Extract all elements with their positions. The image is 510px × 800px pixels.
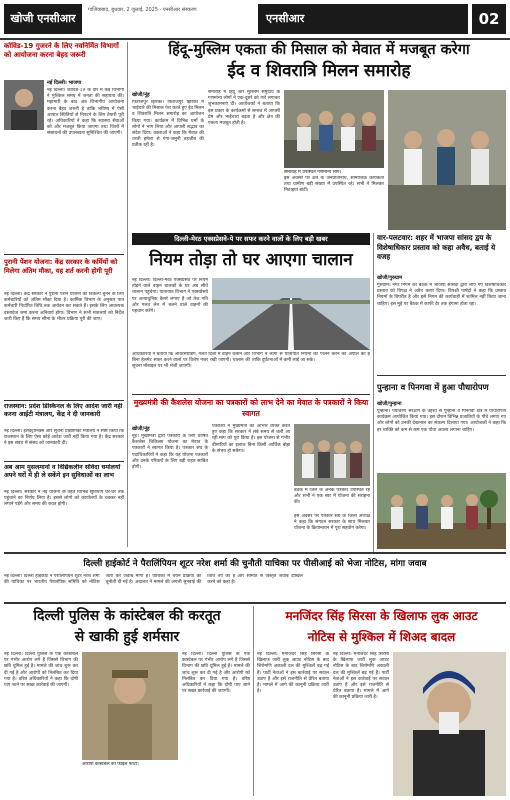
traffic-body-a: नई दिल्ली। दिल्ली-मेरठ एक्सप्रेसवे पर नियम तोड़ने वाले वाहन चालकों के घर अब सीधे चालान पहुंचेगा। यातायात विभाग ने एक्सप्रेसवे पर अत्याधुनिक कैमरे लगाए हैं जो तेज गति और गलत लेन में चलने वाले वाहनों की पहचान करेंगे। bbox=[132, 278, 208, 315]
section-rule bbox=[4, 254, 124, 255]
punhana-headline: पुन्हाना व पिनगवा में हुआ पौधारोपण bbox=[377, 382, 489, 392]
masthead bbox=[0, 0, 510, 40]
main-headline-block bbox=[132, 40, 506, 86]
facilities-body: नई दिल्ली। सरकार ने नई योजना के तहत विभिन्न सुविधाएं घर-घर तक पहुंचाने का निर्णय लिया है। इससे लोगों को कार्यालयों के चक्कर नहीं लगाने पड़ेंगे और समय की बचत होगी। bbox=[4, 490, 124, 508]
police-caption: आरोपी कांस्टेबल की फाइल फोटो। bbox=[82, 762, 139, 767]
portrait-image bbox=[4, 80, 44, 130]
traffic-body-c: विभाग ने लोगों से यातायात नियमों का पालन करने की अपील की है ताकि दुर्घटनाओं में कमी लाई जा सके। bbox=[252, 352, 370, 364]
main-headline-2: ईद व शिवरात्रि मिलन समारोह bbox=[227, 61, 411, 81]
story-pension bbox=[4, 258, 124, 398]
sirsa-col-1 bbox=[257, 652, 329, 796]
story-rajasthan bbox=[4, 403, 124, 459]
bjp-byline: खोजी/गुरुग्राम bbox=[377, 275, 403, 281]
expressway-band: दिल्ली-मेरठ एक्सप्रेसवे-पे पर सफर करने वालों के लिए बड़ी खबर bbox=[132, 233, 370, 245]
sirsa-photo bbox=[393, 652, 506, 796]
cm-photo bbox=[294, 424, 370, 486]
plantation-photo bbox=[377, 473, 506, 549]
facilities-headline: अब आम मुसलमानों व विद्यिकलीन संविदा धर्मालयों अपने घरों में ही ले सकेंगे इन सुविधाओं का लाभ bbox=[4, 464, 121, 480]
traffic-col-3 bbox=[252, 352, 370, 392]
sirsa-body: नई दिल्ली। मनजिंदर सिंह सिरसा के खिलाफ जारी लुक आउट नोटिस के बाद शिरोमणि अकाली दल की मुश्किलें बढ़ गई हैं। पार्टी नेताओं ने इस कार्रवाई पर सवाल उठाए हैं और इसे राजनीति से प्रेरित बताया है। मामले में आगे की कानूनी प्रक्रिया जारी है। bbox=[257, 652, 329, 695]
punhana-text bbox=[377, 399, 506, 471]
traffic-headline-block bbox=[132, 247, 370, 277]
side-photo-image bbox=[388, 90, 506, 230]
punhana-byline: खोजी/पुन्हाना bbox=[377, 401, 402, 407]
cm-photo-image bbox=[294, 424, 370, 486]
traffic-headline: नियम तोड़ा तो घर आएगा चालान bbox=[149, 250, 353, 270]
main-photo bbox=[284, 90, 384, 168]
story-byline: नई दिल्ली। भाजपा bbox=[47, 80, 82, 86]
cm-body-b: पत्रकारों ने मुख्यमंत्री का आभार व्यक्त करते हुए कहा कि सरकार ने लंबे समय से चली आ रही मांग को पूरा किया है। इस योजना से गंभीर बीमारियों का इलाज बिना किसी आर्थिक बोझ के संभव हो सकेगा। bbox=[212, 424, 290, 454]
cm-body-a: नूंह। मुख्यमंत्री द्वारा पत्रकारों के लिए घोषित कैशलेस चिकित्सा योजना का मेवात के पत्रकारों ने स्वागत किया है। पत्रकार संघ के पदाधिकारियों ने कहा कि यह योजना पत्रकारों और उनके परिवारों के लिए बड़ी राहत साबित होगी। bbox=[132, 434, 208, 471]
column-divider bbox=[373, 233, 374, 553]
section-rule bbox=[4, 552, 506, 554]
cm-byline: खोजी/नूंह bbox=[132, 426, 150, 432]
story-bjp bbox=[377, 233, 506, 373]
cm-body-c: बैठक में जिले के अनेक पत्रकार उपस्थित रहे और सभी ने एक स्वर में योजना की सराहना की। bbox=[294, 488, 370, 506]
side-photo bbox=[388, 90, 506, 230]
edition-meta: गाजियाबाद, बुधवार, 2 जुलाई, 2025 · एनसीआर संस्करण bbox=[88, 7, 197, 13]
sirsa-headline-1: मनजिंदर सिंह सिरसा के खिलाफ लुक आउट bbox=[285, 609, 478, 623]
cm-headline-block bbox=[132, 397, 370, 423]
sirsa-headline-2: नोटिस से मुश्किल में शिअद बादल bbox=[307, 630, 456, 644]
police-headline-1: दिल्ली पुलिस के कांस्टेबल की करतूत bbox=[33, 608, 221, 624]
main-body-a: फिरोजपुर झिरका। फिरोजपुर झिरका में भाईचारे की मिसाल पेश करते हुए ईद मिलन व शिवरात्रि मिलन समारोह का आयोजन किया गया। कार्यक्रम में विभिन्न धर्मों के लोगों ने भाग लिया और आपसी सद्भाव का संदेश दिया। वक्ताओं ने कहा कि मेवात की धरती हमेशा से गंगा-जमुनी तहजीब की प्रतीक रही है। bbox=[132, 100, 204, 149]
traffic-col-2 bbox=[132, 352, 250, 392]
rajasthan-body: नई दिल्ली। इलेक्ट्रॉनिक्स और सूचना प्रौद्योगिकी मंत्रालय ने स्पष्ट किया कि राजस्थान के लिए ऐसा कोई आदेश जारी नहीं किया गया है। केंद्र सरकार ने इस संबंध में संसद को जानकारी दी। bbox=[4, 429, 124, 447]
main-body-b: समारोह में हिंदू और मुस्लिम समुदाय के गणमान्य लोगों ने एक-दूसरे को गले लगाकर शुभकामनाएं दीं। आयोजकों ने बताया कि इस प्रकार के कार्यक्रमों से समाज में आपसी प्रेम और भाईचारा बढ़ता है और क्षेत्र की एकता मजबूत होती है। bbox=[208, 90, 280, 127]
police-image bbox=[82, 652, 178, 760]
police-body-cont: नई दिल्ली। दिल्ली पुलिस के एक कांस्टेबल पर गंभीर आरोप लगे हैं जिससे विभाग की छवि धूमिल हुई है। मामले की जांच शुरू कर दी गई है और आरोपी को निलंबित कर दिया गया है। वरिष्ठ अधिकारियों ने कहा कि दोषी पाए जाने पर सख्त कार्रवाई की जाएगी। bbox=[182, 652, 250, 695]
sirsa-headline-block bbox=[257, 606, 506, 650]
section-rule bbox=[377, 375, 506, 376]
expressway-photo bbox=[212, 278, 370, 350]
section-rule bbox=[4, 461, 124, 462]
cm-headline: मुख्यमंत्री की कैशलेस योजना का पत्रकारों को लाभ देने का मेवात के पत्रकारों ने किया स्वागत bbox=[133, 398, 369, 418]
hc-headline: दिल्ली हाईकोर्ट ने पैरालिंपियन शूटर नरेश शर्मा की चुनौती याचिका पर पीसीआई को भेजा नोटिस, मांगा जवाब bbox=[83, 559, 427, 569]
main-photo-image bbox=[284, 90, 384, 168]
police-headline-2: से खाकी हुई शर्मसार bbox=[74, 629, 180, 645]
section-label: एनसीआर bbox=[258, 4, 468, 34]
main-byline: खोजी/नूंह bbox=[132, 92, 150, 98]
page-number: 02 bbox=[472, 4, 506, 34]
masthead-left bbox=[0, 0, 255, 38]
bjp-body: गुरुग्राम। नगर निगम की बैठक में भाजपा सांसदों द्वारा लाए गए विशेषाधिकार प्रस्ताव को विपक्ष ने अवैध करार दिया। विपक्षी पार्षदों ने कहा कि प्रस्ताव नियमों के विपरीत है और इसे निगम की कार्यवाही में शामिल नहीं किया जाना चाहिए। इस मुद्दे पर बैठक में काफी देर तक हंगामा होता रहा। bbox=[377, 283, 506, 307]
sirsa-image bbox=[393, 652, 506, 796]
pension-body: नई दिल्ली। केंद्र सरकार ने पुरानी पेंशन योजना का विकल्प चुनने के लिए कर्मचारियों को अंतिम मौका दिया है। कार्मिक विभाग के अनुसार पात्र कर्मचारी निर्धारित तिथि तक आवेदन कर सकते हैं। इसके लिए आवश्यक दस्तावेज जमा करना अनिवार्य होगा। विभाग ने सभी मंत्रालयों को निर्देश जारी किए हैं कि समय सीमा के भीतर प्रक्रिया पूरी की जाए। bbox=[4, 292, 124, 322]
main-story-col-3 bbox=[284, 170, 384, 230]
police-headline-block bbox=[4, 606, 250, 650]
police-body: नई दिल्ली। दिल्ली पुलिस के एक कांस्टेबल पर गंभीर आरोप लगे हैं जिससे विभाग की छवि धूमिल हुई है। मामले की जांच शुरू कर दी गई है और आरोपी को निलंबित कर दिया गया है। वरिष्ठ अधिकारियों ने कहा कि दोषी पाए जाने पर सख्त कार्रवाई की जाएगी। bbox=[4, 652, 78, 689]
section-rule bbox=[4, 400, 124, 401]
main-body-c: इस अवसर पर क्षेत्र के जनप्रतिनिधि, सामाजिक कार्यकर्ता तथा ग्रामीण बड़ी संख्या में उपस्थित रहे। सभी ने मिलकर मिठाइयां बांटीं। bbox=[284, 176, 384, 194]
cm-col-3 bbox=[294, 488, 370, 548]
expressway-image bbox=[212, 278, 370, 350]
police-photo bbox=[82, 652, 178, 760]
story-body: नई दिल्ली। कोविड-19 के दौर में कई विभागों ने मुश्किल समय में जनता की सहायता की। महामारी के बाद अब विभागीय आयोजना करना बेहद जरूरी है ताकि भविष्य में ऐसी आपात स्थितियों से निपटने के लिए तैयारी पूरी रहे। अधिकारियों ने कहा कि स्वास्थ्य सेवाओं को और मजबूत किया जाएगा तथा जिलों में संसाधनों की उपलब्धता सुनिश्चित की जाएगी। bbox=[47, 88, 124, 137]
portrait-photo bbox=[4, 80, 44, 130]
traffic-col-1 bbox=[132, 278, 208, 350]
section-rule bbox=[132, 394, 370, 395]
cm-col-1 bbox=[132, 424, 208, 548]
story-facilities bbox=[4, 464, 124, 548]
column-divider bbox=[127, 42, 128, 547]
story-covid bbox=[4, 42, 124, 252]
punhana-headline-block bbox=[377, 378, 506, 398]
sirsa-body-cont: नई दिल्ली। मनजिंदर सिंह सिरसा के खिलाफ जारी लुक आउट नोटिस के बाद शिरोमणि अकाली दल की मुश्किलें बढ़ गई हैं। पार्टी नेताओं ने इस कार्रवाई पर सवाल उठाए हैं और इसे राजनीति से प्रेरित बताया है। मामले में आगे की कानूनी प्रक्रिया जारी है। bbox=[333, 652, 389, 701]
police-caption-block bbox=[82, 762, 178, 796]
hc-body: नई दिल्ली। दिल्ली हाईकोर्ट ने पैरालिंपियन शूटर नरेश शर्मा की याचिका पर भारतीय पैरालंपिक समिति को नोटिस जारी कर जवाब मांगा है। याचिका में चयन प्रक्रिया को चुनौती दी गई है। अदालत ने मामले की अगली सुनवाई की तिथि तय की है और समिति से विस्तृत जवाब दाखिल करने को कहा है। bbox=[4, 574, 303, 586]
traffic-body-b: अधिकारियों ने बताया कि ओवरस्पीडिंग, गलत दिशा में वाहन चलाने और बिना हेलमेट सफर करने वालों पर विशेष नजर रखी जाएगी। चालान की सूचना मोबाइल पर भी भेजी जाएगी। bbox=[132, 352, 250, 370]
bjp-headline: वार-पलटवार: शहर में भाजपा सांसद द्वय के विशेषाधिकार प्रस्ताव को कहा अवैध, बताई ये वजह bbox=[377, 233, 496, 261]
sirsa-col-2 bbox=[333, 652, 389, 796]
main-story-col-2 bbox=[208, 90, 280, 230]
story-headline: कोविड-19 गुजरने के लिए नवनिर्मित विभागों को आयोजना करना बेहद जरूरी bbox=[4, 42, 119, 59]
plantation-image bbox=[377, 473, 506, 549]
main-story-col-1 bbox=[132, 90, 204, 230]
cm-col-2 bbox=[212, 424, 290, 548]
section-rule bbox=[4, 602, 506, 604]
police-col-1 bbox=[4, 652, 78, 796]
hc-headline-block bbox=[4, 556, 506, 572]
punhana-body: पुन्हाना। पर्यावरण संरक्षण के उद्देश्य से पुन्हाना व पिनगवा क्षेत्र में पौधारोपण कार्यक्रम आयोजित किया गया। इस दौरान विभिन्न प्रजातियों के पौधे लगाए गए और लोगों को उनकी देखभाल का संकल्प दिलाया गया। आयोजकों ने कहा कि हर व्यक्ति को कम से कम एक पौधा अवश्य लगाना चाहिए। bbox=[377, 409, 506, 433]
main-headline-1: हिंदू-मुस्लिम एकता की मिसाल को मेवात में मजबूत करेगा bbox=[168, 42, 470, 58]
pension-headline: पुरानी पेंशन योजना: केंद्र सरकार के कर्मियों को मिलेगा अंतिम मौका, यह शर्त करनी होगी पूरी bbox=[4, 258, 118, 275]
cm-body-d: इस अवसर पर पत्रकार संघ के जिला अध्यक्ष ने कहा कि संगठन सरकार के साथ मिलकर योजना के क्रियान्वयन में पूरा सहयोग करेगा। bbox=[294, 514, 370, 532]
rajasthan-headline: राजस्थान: प्रदेश डिस्किनल के लिए आदेश जारी नहीं करना आईटी मंत्रालय, केंद्र ने दी जानकारी bbox=[4, 403, 123, 419]
police-col-2 bbox=[182, 652, 250, 796]
paper-logo: खोजी एनसीआर bbox=[4, 4, 82, 34]
main-photo-caption: समारोह में उपस्थित गणमान्य लोग। bbox=[284, 170, 342, 175]
hc-story bbox=[4, 574, 506, 600]
column-divider bbox=[253, 606, 254, 796]
